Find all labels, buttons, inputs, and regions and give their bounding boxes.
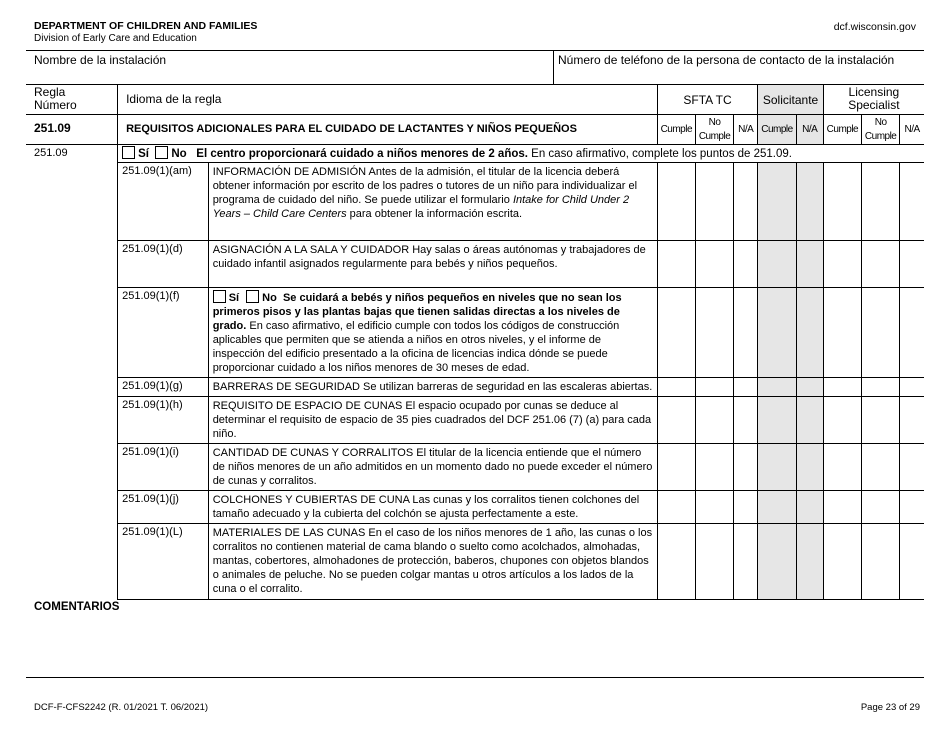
yes-checkbox[interactable] [122,146,135,159]
sfta-no-cumple-header: No Cumple [695,115,733,145]
licensing-na-cell[interactable] [900,524,924,600]
sfta-na-cell[interactable] [734,163,758,241]
rule-text: REQUISITO DE ESPACIO DE CUNAS El espacio ocupado por cunas se deduce al determinar el requisito de espacio de 35 pies cuadrados del DCF 251.06 (7) (a) para cada niño. [208,397,657,444]
licensing-na-cell[interactable] [900,491,924,524]
division-name: Division of Early Care and Education [34,33,197,44]
solicitante-na-cell[interactable] [796,491,823,524]
licensing-no-cumple-cell[interactable] [862,163,900,241]
sfta-cumple-cell[interactable] [657,378,695,397]
sfta-na-header: N/A [734,115,758,145]
rule-row [26,397,924,444]
facility-info-row [26,50,924,85]
sfta-cumple-cell[interactable] [657,163,695,241]
licensing-na-cell[interactable] [900,288,924,378]
solicitante-cumple-cell[interactable] [758,241,796,288]
licensing-specialist-header: Licensing Specialist [823,85,924,115]
rule-text: CANTIDAD DE CUNAS Y CORRALITOS El titular de la licencia entiende que el número de niños menores de un año admitidos en un momento dado no puede exceder el número de cunas y corralitos. [208,444,657,491]
section-header-row [26,115,924,145]
solicitante-na-cell[interactable] [796,241,823,288]
rule-row [26,163,924,241]
rule-row [26,444,924,491]
sfta-no-cumple-cell[interactable] [695,288,733,378]
sfta-na-cell[interactable] [734,397,758,444]
sfta-cumple-cell[interactable] [657,397,695,444]
rule-sub-number: 251.09(1)(L) [118,524,209,600]
rule-text: ASIGNACIÓN A LA SALA Y CUIDADOR Hay salas o áreas autónomas y trabajadores de cuidado infantil asignados regularmente para bebés y niños pequeños. [208,241,657,288]
no-label: No [171,148,187,160]
rule-text: BARRERAS DE SEGURIDAD Se utilizan barreras de seguridad en las escaleras abiertas. [208,378,657,397]
licensing-cumple-header: Cumple [823,115,861,145]
solicitante-cumple-header: Cumple [758,115,796,145]
solicitante-cumple-cell[interactable] [758,444,796,491]
intro-row [26,145,924,163]
section-title: REQUISITOS ADICIONALES PARA EL CUIDADO DE LACTANTES Y NIÑOS PEQUEÑOS [118,115,658,145]
footer-divider [26,677,924,678]
sfta-cumple-cell[interactable] [657,524,695,600]
facility-phone-label: Número de teléfono de la persona de contacto de la instalación [558,53,895,67]
sfta-no-cumple-cell[interactable] [695,524,733,600]
solicitante-na-cell[interactable] [796,163,823,241]
solicitante-na-header: N/A [796,115,823,145]
intro-question [118,145,924,163]
rule-row [26,288,924,378]
licensing-na-cell[interactable] [900,241,924,288]
solicitante-header: Solicitante [758,85,823,115]
sfta-cumple-cell[interactable] [657,491,695,524]
licensing-cumple-cell[interactable] [823,163,861,241]
yes-checkbox[interactable] [213,290,226,303]
solicitante-cumple-cell[interactable] [758,524,796,600]
no-checkbox[interactable] [155,146,168,159]
sfta-cumple-cell[interactable] [657,444,695,491]
rule-row [26,241,924,288]
sfta-no-cumple-cell[interactable] [695,491,733,524]
rule-sub-number: 251.09(1)(j) [118,491,209,524]
facility-name-field[interactable] [26,51,554,84]
solicitante-cumple-cell[interactable] [758,163,796,241]
solicitante-cumple-cell[interactable] [758,397,796,444]
page-number: Page 23 of 29 [860,702,920,713]
solicitante-na-cell[interactable] [796,524,823,600]
department-name: DEPARTMENT OF CHILDREN AND FAMILIES [34,20,258,32]
licensing-na-header: N/A [900,115,924,145]
sfta-na-cell[interactable] [734,524,758,600]
sfta-no-cumple-cell[interactable] [695,163,733,241]
section-number: 251.09 [26,115,118,145]
facility-name-label: Nombre de la instalación [34,53,167,67]
solicitante-cumple-cell[interactable] [758,378,796,397]
sfta-na-cell[interactable] [734,241,758,288]
sfta-no-cumple-cell[interactable] [695,241,733,288]
licensing-no-cumple-cell[interactable] [862,491,900,524]
licensing-no-cumple-cell[interactable] [862,397,900,444]
sfta-na-cell[interactable] [734,378,758,397]
intro-followup-text: En caso afirmativo, complete los puntos de 251.09. [531,148,792,160]
sfta-tc-header: SFTA TC [657,85,758,115]
licensing-no-cumple-cell[interactable] [862,241,900,288]
licensing-na-cell[interactable] [900,444,924,491]
comments-label: COMENTARIOS [34,601,120,613]
rule-number-header: Regla Número [26,85,118,115]
sfta-no-cumple-cell[interactable] [695,378,733,397]
solicitante-cumple-cell[interactable] [758,288,796,378]
licensing-no-cumple-header: No Cumple [862,115,900,145]
sfta-na-cell[interactable] [734,444,758,491]
no-checkbox[interactable] [246,290,259,303]
rule-text: Sí No Se cuidará a bebés y niños pequeños en niveles que no sean los primeros pisos y las plantas bajas que tienen salidas directas a los niveles de grado. En caso afirmativo, el edificio cumple con todos los códigos de construcción aplicables que permiten que se atienda a niños en otros niveles, y el informe de inspección del edificio presentado a la oficina de licencias indica dónde se puede proporcionar cuidado a los niños menores de 30 meses de edad. [208,288,657,378]
intro-question-text: El centro proporcionará cuidado a niños menores de 2 años. [196,148,528,160]
rule-sub-number: 251.09(1)(f) [118,288,209,378]
rule-language-header: Idioma de la regla [118,85,658,115]
solicitante-cumple-cell[interactable] [758,491,796,524]
sfta-no-cumple-cell[interactable] [695,444,733,491]
licensing-cumple-cell[interactable] [823,491,861,524]
licensing-cumple-cell[interactable] [823,524,861,600]
solicitante-na-cell[interactable] [796,378,823,397]
licensing-no-cumple-cell[interactable] [862,444,900,491]
rule-text: COLCHONES Y CUBIERTAS DE CUNA Las cunas y los corralitos tienen colchones del tamaño adecuado y la cubierta del colchón se ajusta perfectamente a este. [208,491,657,524]
rule-row [26,378,924,397]
licensing-na-cell[interactable] [900,397,924,444]
licensing-cumple-cell[interactable] [823,444,861,491]
licensing-no-cumple-cell[interactable] [862,524,900,600]
rule-row [26,491,924,524]
sfta-no-cumple-cell[interactable] [695,397,733,444]
licensing-no-cumple-cell[interactable] [862,378,900,397]
solicitante-na-cell[interactable] [796,288,823,378]
licensing-cumple-cell[interactable] [823,397,861,444]
rule-sub-number: 251.09(1)(am) [118,163,209,241]
licensing-na-cell[interactable] [900,378,924,397]
rule-text: MATERIALES DE LAS CUNAS En el caso de los niños menores de 1 año, las cunas o los corralitos no contienen material de cama blando o suelto como acolchados, almohadas, mantas, cobertores, almohadones de protección, baberos, chupones con objetos blandos o animales de peluche. No se pueden colgar mantas u otros artículos a los lados de la cuna o el corralito. [208,524,657,600]
website-url[interactable]: dcf.wisconsin.gov [833,21,916,33]
sfta-cumple-header: Cumple [657,115,695,145]
licensing-cumple-cell[interactable] [823,241,861,288]
checklist-table [26,84,924,600]
solicitante-na-cell[interactable] [796,444,823,491]
sfta-na-cell[interactable] [734,288,758,378]
form-id: DCF-F-CFS2242 (R. 01/2021 T. 06/2021) [34,702,209,713]
yes-label: Sí [138,148,149,160]
licensing-no-cumple-cell[interactable] [862,288,900,378]
sfta-cumple-cell[interactable] [657,288,695,378]
rule-row [26,524,924,600]
solicitante-na-cell[interactable] [796,397,823,444]
sfta-cumple-cell[interactable] [657,241,695,288]
comments-field[interactable] [26,618,924,676]
licensing-cumple-cell[interactable] [823,378,861,397]
rule-sub-number: 251.09(1)(h) [118,397,209,444]
sfta-na-cell[interactable] [734,491,758,524]
rule-sub-number: 251.09(1)(d) [118,241,209,288]
licensing-na-cell[interactable] [900,163,924,241]
licensing-cumple-cell[interactable] [823,288,861,378]
rule-text: INFORMACIÓN DE ADMISIÓN Antes de la admisión, el titular de la licencia deberá obtener información por escrito de los padres o tutores de un niño para individualizar el programa de cuidado del niño. Se puede utilizar el formulario Intake for Child Under 2 Years – Child Care Centers para obtener la información escrita. [208,163,657,241]
rule-sub-number: 251.09(1)(i) [118,444,209,491]
intro-rule-number: 251.09 [26,145,118,600]
rule-sub-number: 251.09(1)(g) [118,378,209,397]
table-header-row [26,85,924,115]
